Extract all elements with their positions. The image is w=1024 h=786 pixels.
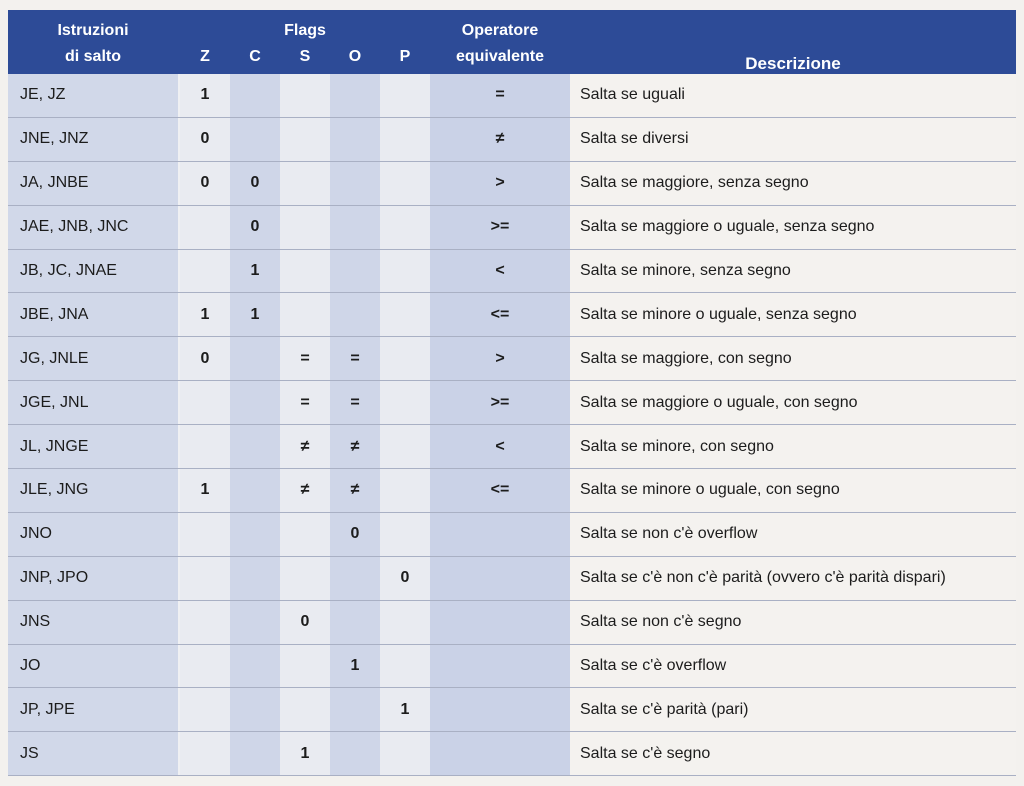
operator-cell [430, 600, 570, 644]
flag-z-cell [180, 600, 230, 644]
description-cell: Salta se c'è segno [570, 732, 1016, 776]
flag-p-cell [380, 74, 430, 117]
flag-p-cell: 1 [380, 688, 430, 732]
flag-p-cell: 0 [380, 556, 430, 600]
description-cell: Salta se uguali [570, 74, 1016, 117]
operator-cell: = [430, 74, 570, 117]
operator-cell: > [430, 161, 570, 205]
table-row [8, 600, 1016, 644]
table-row [8, 469, 1016, 513]
flag-z-cell [180, 512, 230, 556]
flag-o-cell: ≠ [330, 425, 380, 469]
header-operator-line2: equivalente [430, 40, 570, 74]
instruction-cell: JNP, JPO [8, 556, 178, 600]
flag-c-cell [230, 337, 280, 381]
operator-cell: > [430, 337, 570, 381]
flag-p-cell [380, 732, 430, 776]
flag-p-cell [380, 469, 430, 513]
flag-s-cell: = [280, 337, 330, 381]
flag-o-cell: = [330, 337, 380, 381]
description-cell: Salta se non c'è segno [570, 600, 1016, 644]
flag-p-cell [380, 293, 430, 337]
operator-cell: < [430, 425, 570, 469]
operator-cell: < [430, 249, 570, 293]
flag-z-cell [180, 732, 230, 776]
table-row [8, 293, 1016, 337]
table-row [8, 205, 1016, 249]
flag-s-cell [280, 556, 330, 600]
header-instructions-line2: di salto [8, 40, 178, 74]
description-cell: Salta se maggiore, senza segno [570, 161, 1016, 205]
operator-cell [430, 556, 570, 600]
instruction-cell: JNO [8, 512, 178, 556]
description-cell: Salta se minore, con segno [570, 425, 1016, 469]
operator-cell [430, 732, 570, 776]
instruction-cell: JE, JZ [8, 74, 178, 117]
flag-c-cell [230, 469, 280, 513]
instruction-cell: JNE, JNZ [8, 117, 178, 161]
operator-cell: >= [430, 205, 570, 249]
header-flag-s: S [280, 40, 330, 74]
operator-cell [430, 512, 570, 556]
flag-c-cell [230, 74, 280, 117]
flag-s-cell: 0 [280, 600, 330, 644]
header-flag-z: Z [180, 40, 230, 74]
header-instructions-line1: Istruzioni [8, 10, 178, 40]
table-row [8, 249, 1016, 293]
flag-z-cell: 1 [180, 74, 230, 117]
flag-p-cell [380, 600, 430, 644]
flag-z-cell: 1 [180, 293, 230, 337]
flag-p-cell [380, 425, 430, 469]
flag-c-cell [230, 425, 280, 469]
flag-p-cell [380, 512, 430, 556]
description-cell: Salta se maggiore o uguale, senza segno [570, 205, 1016, 249]
flag-z-cell [180, 381, 230, 425]
table-row [8, 644, 1016, 688]
flag-p-cell [380, 644, 430, 688]
header-operator-line1: Operatore [430, 10, 570, 40]
table-row [8, 512, 1016, 556]
flag-s-cell [280, 249, 330, 293]
flag-c-cell [230, 381, 280, 425]
description-cell: Salta se c'è parità (pari) [570, 688, 1016, 732]
table-row [8, 556, 1016, 600]
instruction-cell: JA, JNBE [8, 161, 178, 205]
flag-s-cell [280, 512, 330, 556]
description-cell: Salta se maggiore, con segno [570, 337, 1016, 381]
table-row [8, 688, 1016, 732]
instruction-cell: JO [8, 644, 178, 688]
flag-c-cell: 1 [230, 249, 280, 293]
flag-p-cell [380, 161, 430, 205]
operator-cell: >= [430, 381, 570, 425]
table-row [8, 117, 1016, 161]
description-cell: Salta se diversi [570, 117, 1016, 161]
flag-z-cell [180, 644, 230, 688]
flag-z-cell [180, 556, 230, 600]
description-cell: Salta se minore o uguale, senza segno [570, 293, 1016, 337]
flag-s-cell [280, 688, 330, 732]
description-cell: Salta se maggiore o uguale, con segno [570, 381, 1016, 425]
instruction-cell: JLE, JNG [8, 469, 178, 513]
flag-o-cell: 1 [330, 644, 380, 688]
description-cell: Salta se c'è overflow [570, 644, 1016, 688]
description-cell: Salta se non c'è overflow [570, 512, 1016, 556]
table-row [8, 74, 1016, 117]
flag-s-cell [280, 74, 330, 117]
table-row [8, 732, 1016, 776]
flag-o-cell [330, 249, 380, 293]
flag-c-cell [230, 117, 280, 161]
flag-c-cell [230, 556, 280, 600]
flag-s-cell [280, 205, 330, 249]
header-flag-o: O [330, 40, 380, 74]
flag-s-cell: ≠ [280, 425, 330, 469]
flag-z-cell [180, 205, 230, 249]
flag-o-cell [330, 732, 380, 776]
flag-s-cell [280, 644, 330, 688]
flag-z-cell [180, 688, 230, 732]
flag-z-cell [180, 249, 230, 293]
operator-cell: ≠ [430, 117, 570, 161]
instruction-cell: JAE, JNB, JNC [8, 205, 178, 249]
operator-cell: <= [430, 293, 570, 337]
header-description: Descrizione [570, 10, 1016, 74]
flag-o-cell [330, 293, 380, 337]
flag-z-cell: 0 [180, 161, 230, 205]
header-flags: Flags [180, 10, 430, 40]
header-flag-p: P [380, 40, 430, 74]
table-header [8, 10, 1016, 74]
flag-o-cell: ≠ [330, 469, 380, 513]
description-cell: Salta se c'è non c'è parità (ovvero c'è parità dispari) [570, 556, 1016, 600]
flag-o-cell [330, 74, 380, 117]
instruction-cell: JL, JNGE [8, 425, 178, 469]
flag-o-cell [330, 556, 380, 600]
instruction-cell: JGE, JNL [8, 381, 178, 425]
flag-o-cell [330, 600, 380, 644]
instruction-cell: JS [8, 732, 178, 776]
jump-instructions-table [8, 10, 1016, 776]
description-cell: Salta se minore o uguale, con segno [570, 469, 1016, 513]
flag-z-cell [180, 425, 230, 469]
instruction-cell: JBE, JNA [8, 293, 178, 337]
flag-o-cell: = [330, 381, 380, 425]
flag-s-cell: ≠ [280, 469, 330, 513]
flag-c-cell [230, 512, 280, 556]
flag-p-cell [380, 117, 430, 161]
instruction-cell: JB, JC, JNAE [8, 249, 178, 293]
flag-s-cell [280, 293, 330, 337]
flag-s-cell [280, 161, 330, 205]
flag-c-cell: 0 [230, 205, 280, 249]
flag-c-cell: 1 [230, 293, 280, 337]
flag-s-cell: = [280, 381, 330, 425]
flag-c-cell: 0 [230, 161, 280, 205]
flag-p-cell [380, 205, 430, 249]
flag-z-cell: 0 [180, 117, 230, 161]
header-flag-c: C [230, 40, 280, 74]
table-row [8, 337, 1016, 381]
instruction-cell: JNS [8, 600, 178, 644]
flag-o-cell [330, 688, 380, 732]
operator-cell [430, 644, 570, 688]
flag-o-cell [330, 205, 380, 249]
flag-p-cell [380, 381, 430, 425]
flag-c-cell [230, 600, 280, 644]
description-cell: Salta se minore, senza segno [570, 249, 1016, 293]
flag-o-cell: 0 [330, 512, 380, 556]
table-row [8, 425, 1016, 469]
flag-z-cell: 0 [180, 337, 230, 381]
flag-z-cell: 1 [180, 469, 230, 513]
flag-o-cell [330, 161, 380, 205]
flag-s-cell [280, 117, 330, 161]
instruction-cell: JP, JPE [8, 688, 178, 732]
operator-cell: <= [430, 469, 570, 513]
flag-c-cell [230, 732, 280, 776]
flag-o-cell [330, 117, 380, 161]
table-row [8, 161, 1016, 205]
flag-s-cell: 1 [280, 732, 330, 776]
instruction-cell: JG, JNLE [8, 337, 178, 381]
table-row [8, 381, 1016, 425]
flag-c-cell [230, 644, 280, 688]
flag-p-cell [380, 337, 430, 381]
operator-cell [430, 688, 570, 732]
flag-c-cell [230, 688, 280, 732]
flag-p-cell [380, 249, 430, 293]
